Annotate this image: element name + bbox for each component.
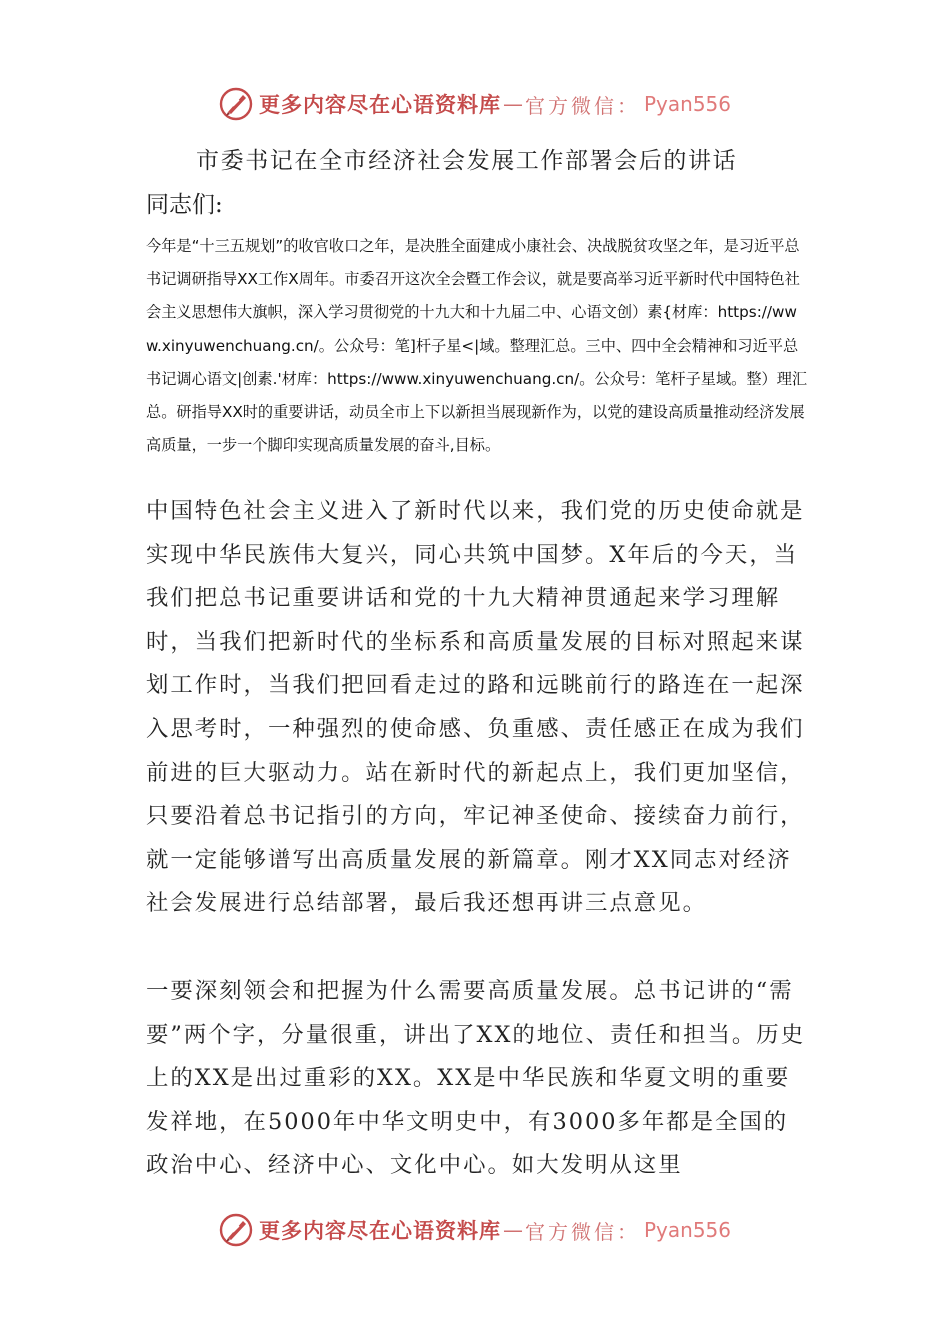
body-paragraph-1: 中国特色社会主义进入了新时代以来，我们党的历史使命就是实现中华民族伟大复兴，同心共筑中国梦。X年后的今天，当我们把总书记重要讲话和党的十九大精神贯通起来学习理解时，当我们把新时代的坐标系和高质量发展的目标对照起来谋划工作时，当我们把回看走过的路和远眺前行的路连在一起深入思考时，一种强烈的使命感、负重感、责任感正在成为我们前进的巨大驱动力。站在新时代的新起点上，我们更加坚信，只要沿着总书记指引的方向，牢记神圣使命、接续奋力前行，就一定能够谱写出高质量发展的新篇章。刚才XX同志对经济社会发展进行总结部署，最后我还想再讲三点意见。	[146, 498, 805, 917]
quill-logo-icon	[219, 87, 253, 121]
banner-official-label: 官方微信：	[524, 1219, 640, 1244]
quill-logo-icon	[219, 1213, 253, 1247]
banner-wechat-id: Pyan556	[643, 92, 731, 116]
banner-brand-text: 更多内容尽在心语资料库	[258, 92, 501, 117]
page-title: 市委书记在全市经济社会发展工作部署会后的讲话	[196, 148, 738, 174]
banner-brand-text: 更多内容尽在心语资料库	[258, 1218, 501, 1243]
banner-wechat-id: Pyan556	[643, 1218, 731, 1242]
footer-banner	[0, 1210, 950, 1250]
salutation: 同志们:	[146, 192, 223, 218]
banner-dash: —	[502, 92, 523, 116]
banner-dash: —	[502, 1218, 523, 1242]
banner-official-label: 官方微信：	[524, 93, 640, 118]
header-banner	[0, 84, 950, 124]
body-paragraph-2: 一要深刻领会和把握为什么需要高质量发展。总书记讲的“需要”两个字，分量很重，讲出了XX的地位、责任和担当。历史上的XX是出过重彩的XX。XX是中华民族和华夏文明的重要发祥地，在5000年中华文明史中，有3000多年都是全国的政治中心、经济中心、文化中心。如大发明从这里	[146, 978, 806, 1179]
intro-paragraph: 今年是“十三五规划”的收官收口之年，是决胜全面建成小康社会、决战脱贫攻坚之年，是习近平总书记调研指导XX工作X周年。市委召开这次全会暨工作会议，就是要高举习近平新时代中国特色社会主义思想伟大旗帜，深入学习贯彻党的十九大和十九届二中、心语文创）素{材库：https://www.xinyuwenchuang.cn/。公众号：笔]杆子星<|域。整理汇总。三中、四中全会精神和习近平总书记调心语文|创素.'材库：https://www.xinyuwenchuang.cn/。公众号：笔杆子星域。整）理汇总。研指导XX时的重要讲话，动员全市上下以新担当展现新作为，以党的建设高质量推动经济发展高质量，一步一个脚印实现高质量发展的奋斗,目标。	[146, 237, 808, 455]
